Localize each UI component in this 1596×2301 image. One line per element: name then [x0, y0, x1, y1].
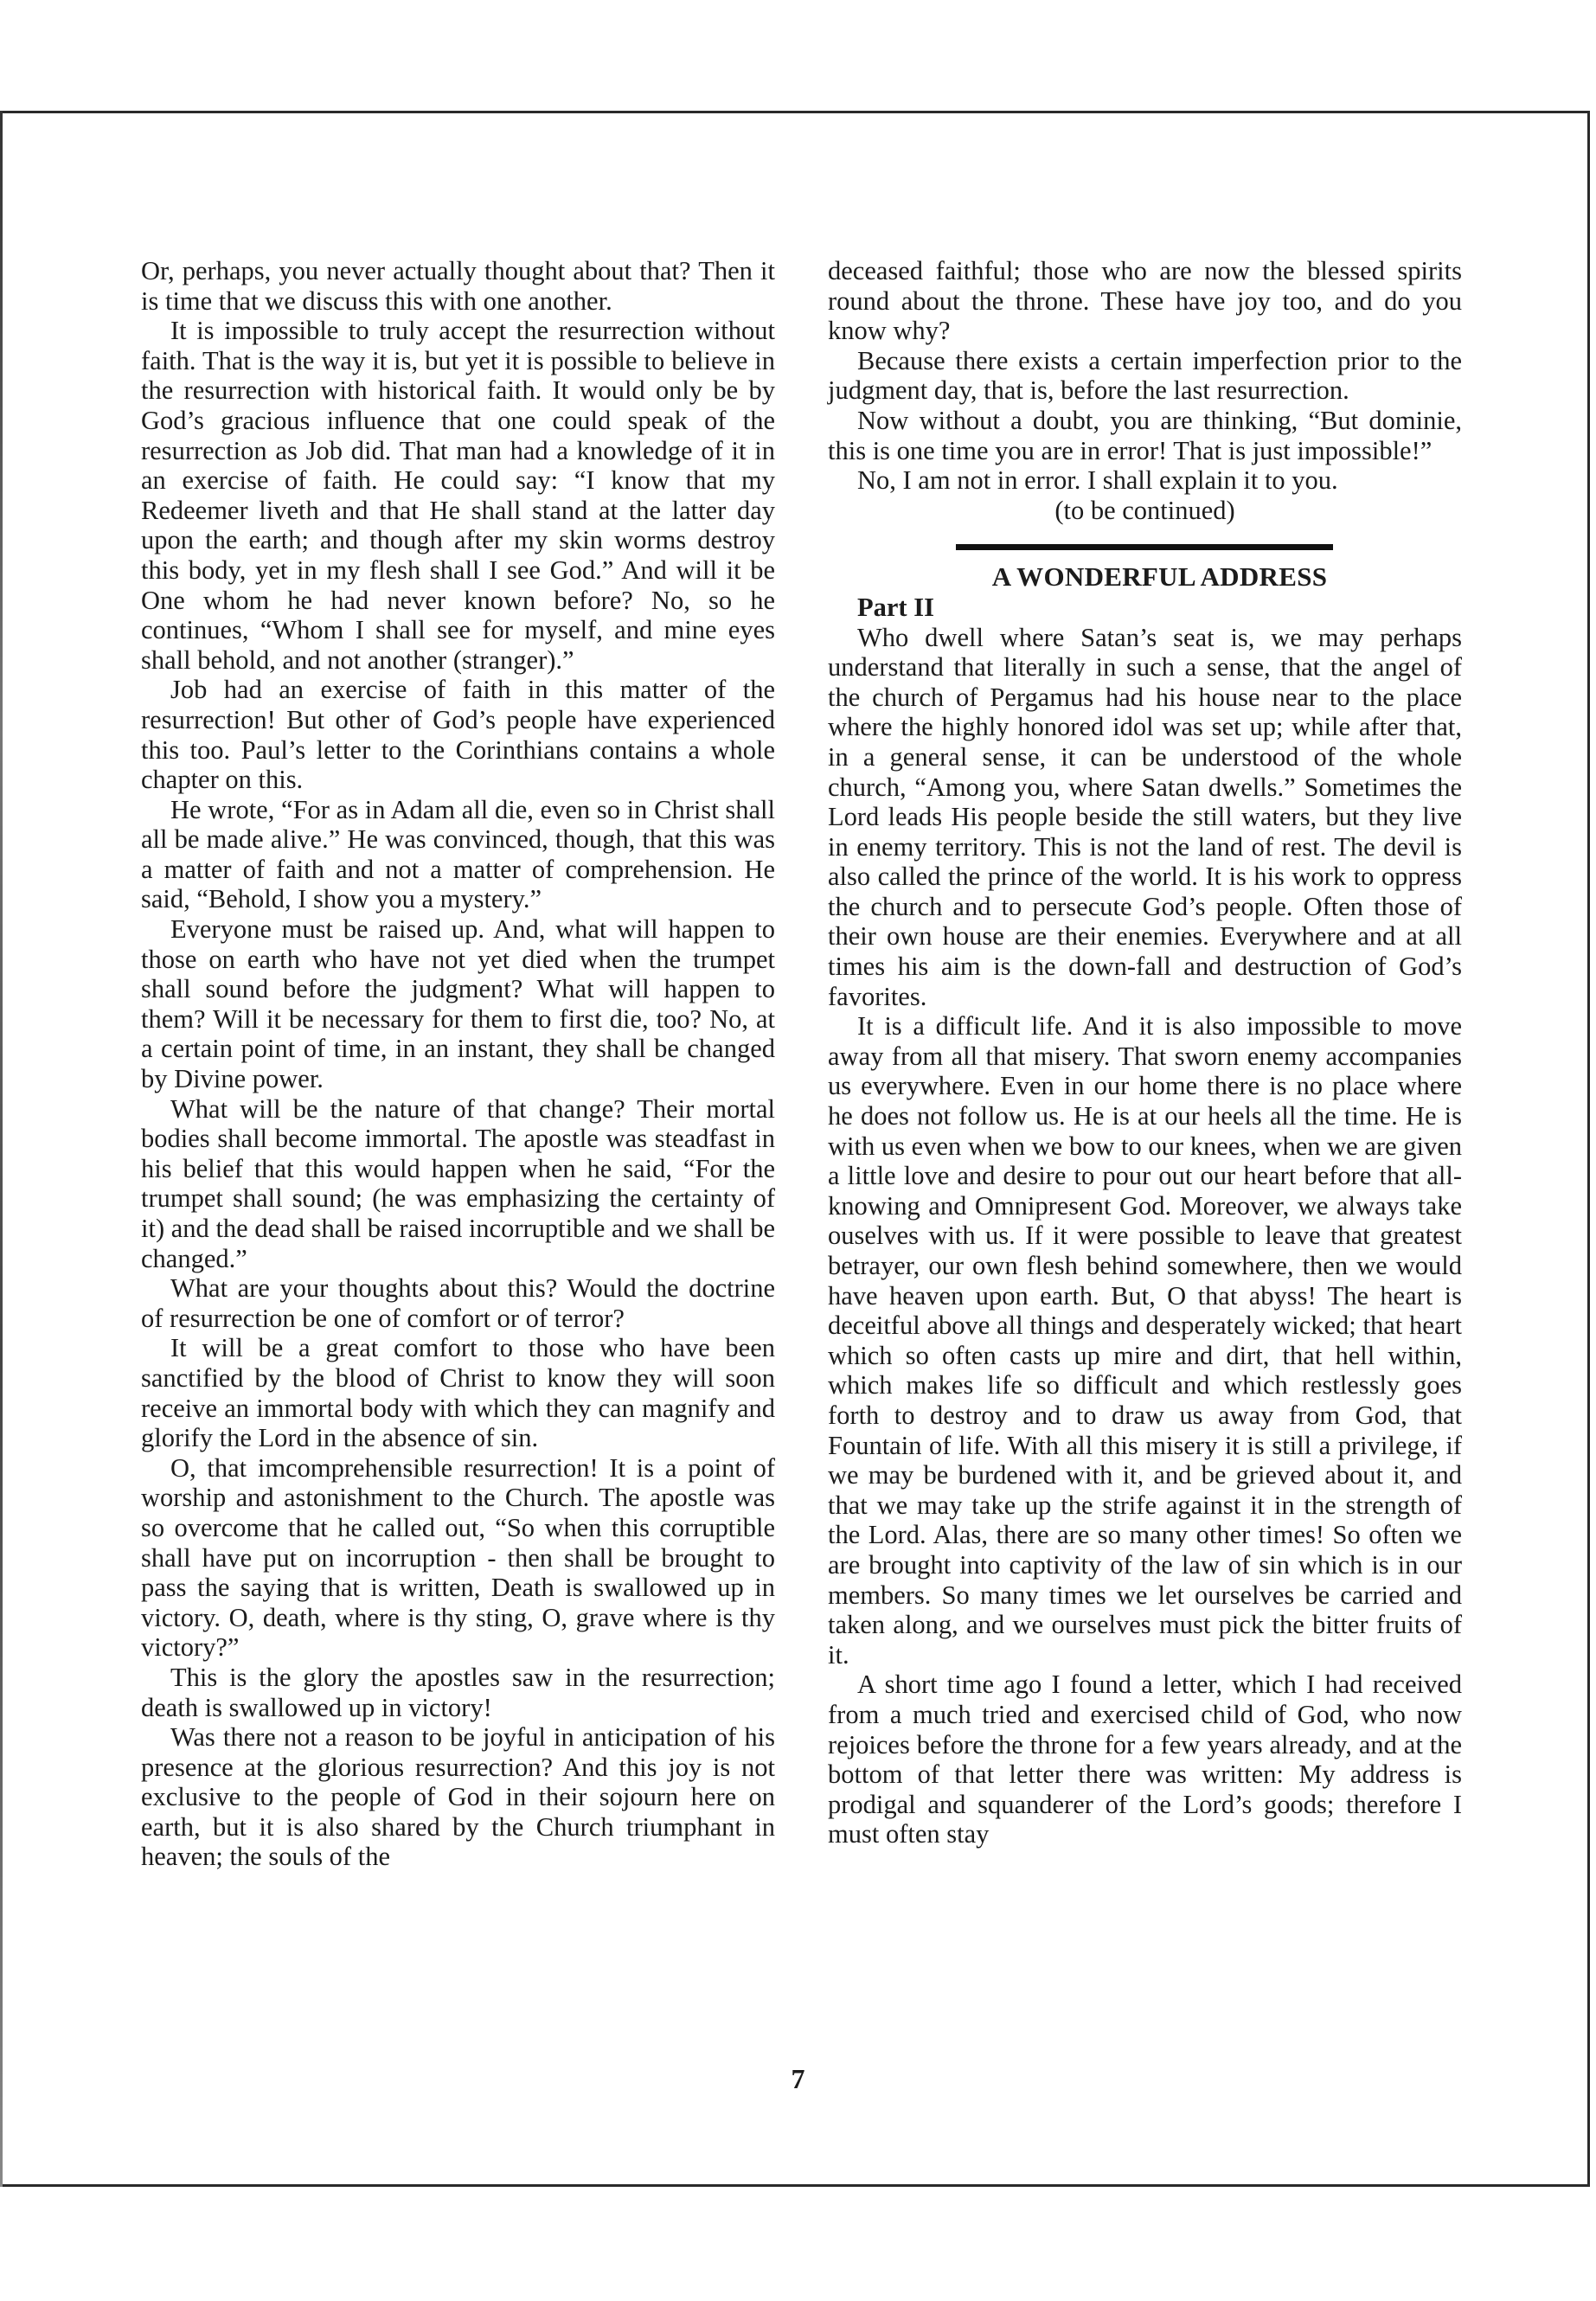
paragraph: Was there not a reason to be joyful in anticipation of his presence at the glorious resurrection? And this joy is not exclusive to the people of God in their sojourn here on earth, but it is also shared by the Church triumphant in heaven; the souls of the — [141, 1722, 775, 1872]
paragraph: deceased faithful; those who are now the blessed spirits round about the throne. These have joy too, and do you know why? — [828, 256, 1462, 346]
paragraph: Now without a doubt, you are thinking, “But dominie, this is one time you are in error! That is just impossible!” — [828, 405, 1462, 465]
paragraph: Because there exists a certain imperfection prior to the judgment day, that is, before the last resurrection. — [828, 345, 1462, 406]
part-label: Part II — [857, 592, 934, 622]
paragraph: It is a difficult life. And it is also impossible to move away from all that misery. That sworn enemy accompanies us everywhere. Even in our home there is no place where he does not follow us. He is at our heels all the time. He is with us even when we bow to our knees, when we are given a little love and desire to pour out our heart before that all-knowing and Omnipresent God. Moreover, we always take ouselves with us. If it were possible to leave that greatest betrayer, our own flesh behind somewhere, then we would have heaven upon earth. But, O that abyss! The heart is deceitful above all things and desperately wicked; that heart which so often casts up mire and dirt, that hell within, which makes life so difficult and which restlessly goes forth to destroy and to draw us away from God, that Fountain of life. With all this misery it is still a privilege, if we may be burdened with it, and be grieved about it, and that we may take up the strife against it in the strength of the Lord. Alas, there are so many other times! So often we are brought into captivity of the law of sin which is in our members. So many times we let ourselves be carried and taken along, and we ourselves must pick the bitter fruits of it. — [828, 1011, 1462, 1670]
right-column — [828, 256, 1462, 1849]
paragraph: O, that imcomprehensible resurrection! It is a point of worship and astonishment to the Church. The apostle was so overcome that he called out, “So when this corruptible shall have put on incorruption - then shall be brought to pass the saying that is written, Death is swallowed up in victory. O, death, where is thy sting, O, grave where is thy victory?” — [141, 1452, 775, 1663]
paragraph: This is the glory the apostles saw in the resurrection; death is swallowed up in victory! — [141, 1662, 775, 1722]
paragraph: No, I am not in error. I shall explain it to you. — [857, 465, 1338, 496]
paragraph: Everyone must be raised up. And, what will happen to those on earth who have not yet died when the trumpet shall sound before the judgment? What will happen to them? Will it be necessary for them to first die, too? No, at a certain point of time, in an instant, they shall be changed by Divine power. — [141, 914, 775, 1094]
paragraph: Who dwell where Satan’s seat is, we may perhaps understand that literally in such a sense, that the angel of the church of Pergamus had his house near to the place where the highly honored idol was set up; while after that, in a general sense, it can be understood of the whole church, “Among you, where Satan dwells.” Sometimes the Lord leads His people beside the still waters, but they live in enemy territory. This is not the land of rest. The devil is also called the prince of the world. It is his work to oppress the church and to persecute God’s people. Often those of their own house are their enemies. Everywhere and at all times his aim is the down-fall and destruction of God’s favorites. — [828, 622, 1462, 1011]
paragraph: A short time ago I found a letter, which I had received from a much tried and exercised child of God, who now rejoices before the throne for a few years already, and at the bottom of that letter there was written: My address is prodigal and squanderer of the Lord’s goods; therefore I must often stay — [828, 1670, 1462, 1849]
to-be-continued: (to be continued) — [1054, 495, 1235, 525]
left-column — [141, 256, 775, 1872]
paragraph: It is impossible to truly accept the resurrection without faith. That is the way it is, but yet it is possible to believe in the resurrection with historical faith. It would only be by God’s gracious influence that one could speak of the resurrection as Job did. That man had a knowledge of it in an exercise of faith. He could say: “I know that my Redeemer liveth and that He shall stand at the latter day upon the earth; and though after my skin worms destroy this body, yet in my flesh shall I see God.” And will it be One whom he had never known before? No, so he continues, “Whom I shall see for myself, and mine eyes shall behold, and not another (stranger).” — [141, 316, 775, 675]
paragraph: Or, perhaps, you never actually thought about that? Then it is time that we discuss this with one another. — [141, 256, 775, 316]
paragraph: He wrote, “For as in Adam all die, even so in Christ shall all be made alive.” He was convinced, though, that this was a matter of faith and not a matter of comprehension. He said, “Behold, I show you a mystery.” — [141, 794, 775, 914]
paragraph: It will be a great comfort to those who have been sanctified by the blood of Christ to know they will soon receive an immortal body with which they can magnify and glorify the Lord in the absence of sin. — [141, 1333, 775, 1453]
scan-left-edge — [0, 111, 3, 2187]
page-number: 7 — [791, 2063, 805, 2094]
paragraph: What will be the nature of that change? Their mortal bodies shall become immortal. The apostle was steadfast in his belief that this would happen when he said, “For the trumpet shall sound; (he was emphasizing the certainty of it) and the dead shall be raised incorruptible and we shall be changed.” — [141, 1093, 775, 1273]
article-title: A WONDERFUL ADDRESS — [991, 561, 1328, 593]
section-divider — [956, 544, 1333, 550]
paragraph: Job had an exercise of faith in this matter of the resurrection! But other of God’s people have experienced this too. Paul’s letter to the Corinthians contains a whole chapter on this. — [141, 675, 775, 795]
paragraph: What are your thoughts about this? Would the doctrine of resurrection be one of comfort or of terror? — [141, 1273, 775, 1333]
